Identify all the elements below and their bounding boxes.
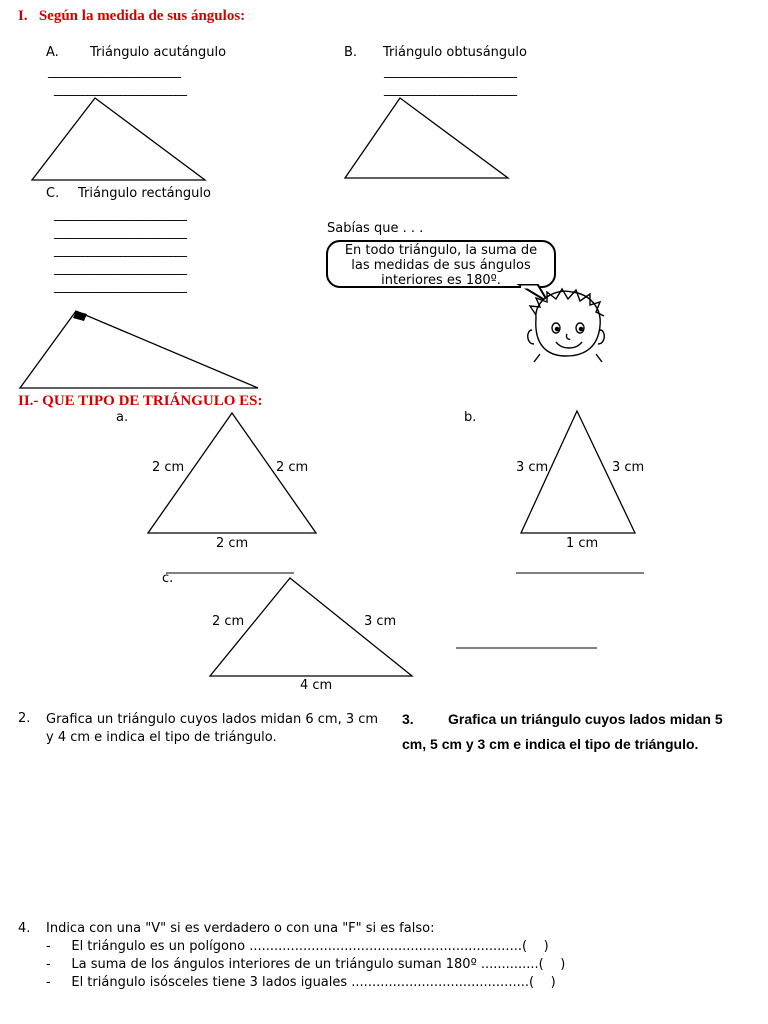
item-b-letter: B. bbox=[344, 45, 358, 60]
answer-line: ________________________ bbox=[384, 64, 516, 79]
triangle-a-base: 2 cm bbox=[216, 536, 249, 551]
boy-face-icon bbox=[528, 289, 605, 362]
answer-line: ________________________ bbox=[54, 207, 186, 222]
tf-item-3: - El triángulo isósceles tiene 3 lados iguales ...........................................( ) bbox=[46, 975, 556, 990]
bubble-line-1: En todo triángulo, la suma de bbox=[344, 243, 538, 258]
q3-number: 3. bbox=[402, 711, 414, 727]
sabias-heading: Sabías que . . . bbox=[327, 221, 424, 236]
triangle-c-right-side: 3 cm bbox=[364, 614, 397, 629]
triangle-c-letter: c. bbox=[162, 571, 174, 586]
answer-line: ________________________ bbox=[54, 82, 186, 97]
section-2-title: II.- QUE TIPO DE TRIÁNGULO ES: bbox=[18, 393, 263, 409]
triangle-b-right-side: 3 cm bbox=[612, 460, 645, 475]
triangle-b bbox=[521, 411, 635, 533]
triangle-c bbox=[210, 578, 412, 676]
q2-text: Grafica un triángulo cuyos lados midan 6 cm, 3 cm y 4 cm e indica el tipo de triángulo. bbox=[46, 712, 379, 745]
answer-line: ________________________ bbox=[54, 261, 186, 276]
q2-number: 2. bbox=[18, 711, 31, 726]
item-a-label: Triángulo acutángulo bbox=[90, 45, 227, 60]
triangle-b-base: 1 cm bbox=[566, 536, 599, 551]
triangle-a-left-side: 2 cm bbox=[152, 460, 185, 475]
q4-intro: Indica con una "V" si es verdadero o con una "F" si es falso: bbox=[46, 921, 435, 936]
item-a-letter: A. bbox=[46, 45, 59, 60]
item-c-letter: C. bbox=[46, 186, 60, 201]
acute-triangle bbox=[32, 98, 205, 180]
triangle-b-letter: b. bbox=[464, 410, 477, 425]
bubble-line-2: las medidas de sus ángulos bbox=[351, 258, 531, 273]
triangle-c-left-side: 2 cm bbox=[212, 614, 245, 629]
tf-item-2: - La suma de los ángulos interiores de un triángulo suman 180º ..............( ) bbox=[46, 957, 566, 972]
answer-line: ________________________ bbox=[54, 225, 186, 240]
triangle-c-base: 4 cm bbox=[300, 678, 333, 693]
right-triangle bbox=[20, 311, 258, 388]
item-c-label: Triángulo rectángulo bbox=[78, 186, 211, 201]
answer-line: ________________________ bbox=[48, 64, 180, 79]
section-1-title: I. Según la medida de sus ángulos: bbox=[18, 8, 246, 24]
q4-number: 4. bbox=[18, 921, 31, 936]
bubble-line-3: interiores es 180º. bbox=[381, 273, 501, 288]
answer-line: ________________________ bbox=[54, 279, 186, 294]
q3-text: Grafica un triángulo cuyos lados midan 5 cm, 5 cm y 3 cm e indica el tipo de triángulo. bbox=[402, 711, 723, 752]
triangle-b-left-side: 3 cm bbox=[516, 460, 549, 475]
triangle-a-right-side: 2 cm bbox=[276, 460, 309, 475]
answer-line: ________________________ bbox=[54, 243, 186, 258]
item-b-label: Triángulo obtusángulo bbox=[383, 45, 527, 60]
triangle-a bbox=[148, 413, 316, 533]
answer-line: ________________________ bbox=[384, 82, 516, 97]
obtuse-triangle bbox=[345, 98, 508, 178]
triangle-a-letter: a. bbox=[116, 410, 129, 425]
tf-item-1: - El triángulo es un polígono ..................................................................( ) bbox=[46, 939, 549, 954]
